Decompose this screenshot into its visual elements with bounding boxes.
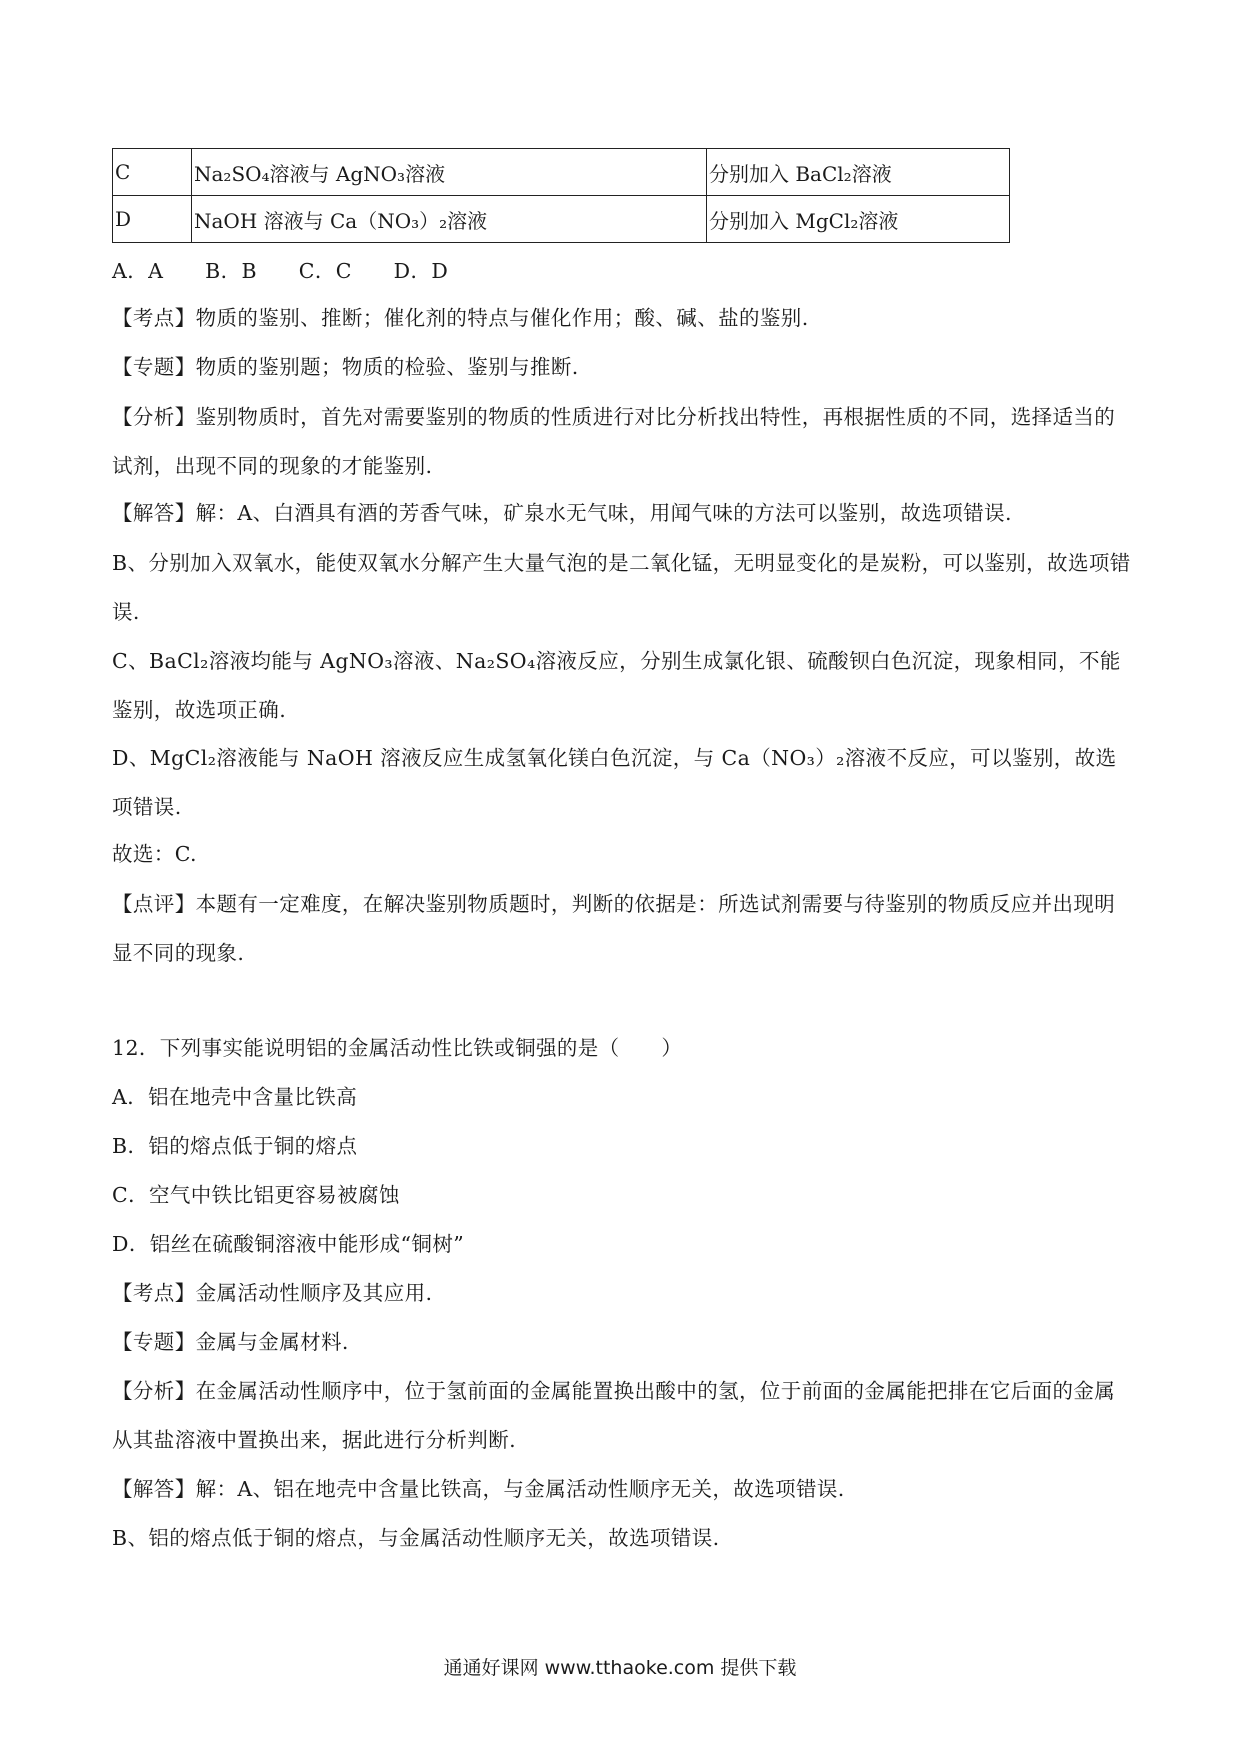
q12-jieda-a: 【解答】解：A、铝在地壳中含量比铁高，与金属活动性顺序无关，故选项错误. <box>112 1477 845 1501</box>
q12-option-a: A．铝在地壳中含量比铁高 <box>112 1085 358 1109</box>
q12-option-b: B．铝的熔点低于铜的熔点 <box>112 1134 358 1158</box>
q11-zhuanti: 【专题】物质的鉴别题；物质的检验、鉴别与推断. <box>112 355 579 379</box>
row-substances: NaOH 溶液与 Ca（NO₃）₂溶液 <box>192 196 707 243</box>
q11-jieda-d: D、MgCl₂溶液能与 NaOH 溶液反应生成氢氧化镁白色沉淀，与 Ca（NO₃）₂溶液不反应，可以鉴别，故选项错误. <box>112 746 1117 819</box>
table-row <box>113 149 1010 196</box>
page-footer: 通通好课网 www.tthaoke.com 提供下载 <box>443 1657 797 1679</box>
q12-zhuanti: 【专题】金属与金属材料. <box>112 1330 349 1354</box>
q11-jieda-a: 【解答】解：A、白酒具有酒的芳香气味，矿泉水无气味，用闻气味的方法可以鉴别，故选项错误. <box>112 501 1012 525</box>
q12-option-c: C．空气中铁比铝更容易被腐蚀 <box>112 1183 400 1207</box>
options-table <box>112 148 1010 243</box>
q11-kaodian: 【考点】物质的鉴别、推断；催化剂的特点与催化作用；酸、碱、盐的鉴别. <box>112 306 809 330</box>
q11-answer-choices: A．A B．B C．C D．D <box>112 259 449 283</box>
row-label: D <box>113 196 192 243</box>
q11-dianping: 【点评】本题有一定难度，在解决鉴别物质题时，判断的依据是：所选试剂需要与待鉴别的物质反应并出现明显不同的现象. <box>112 892 1116 965</box>
q11-jieda-c: C、BaCl₂溶液均能与 AgNO₃溶液、Na₂SO₄溶液反应，分别生成氯化银、硫酸钡白色沉淀，现象相同，不能鉴别，故选项正确. <box>112 649 1121 722</box>
q11-answer: 故选：C. <box>112 842 197 866</box>
q11-fenxi: 【分析】鉴别物质时，首先对需要鉴别的物质的性质进行对比分析找出特性，再根据性质的不同，选择适当的试剂，出现不同的现象的才能鉴别. <box>112 405 1116 478</box>
row-method: 分别加入 BaCl₂溶液 <box>707 149 1010 196</box>
q12-kaodian: 【考点】金属活动性顺序及其应用. <box>112 1281 433 1305</box>
table-row <box>113 196 1010 243</box>
q11-jieda-b: B、分别加入双氧水，能使双氧水分解产生大量气泡的是二氧化锰，无明显变化的是炭粉，可以鉴别，故选项错误. <box>112 551 1131 624</box>
q12-option-d: D．铝丝在硫酸铜溶液中能形成“铜树” <box>112 1232 465 1256</box>
row-label: C <box>113 149 192 196</box>
q12-jieda-b: B、铝的熔点低于铜的熔点，与金属活动性顺序无关，故选项错误. <box>112 1526 720 1550</box>
row-substances: Na₂SO₄溶液与 AgNO₃溶液 <box>192 149 707 196</box>
row-method: 分别加入 MgCl₂溶液 <box>707 196 1010 243</box>
q12-fenxi: 【分析】在金属活动性顺序中，位于氢前面的金属能置换出酸中的氢，位于前面的金属能把排在它后面的金属从其盐溶液中置换出来，据此进行分析判断. <box>112 1379 1116 1452</box>
q12-stem: 12．下列事实能说明铝的金属活动性比铁或铜强的是（ ） <box>112 1036 683 1060</box>
